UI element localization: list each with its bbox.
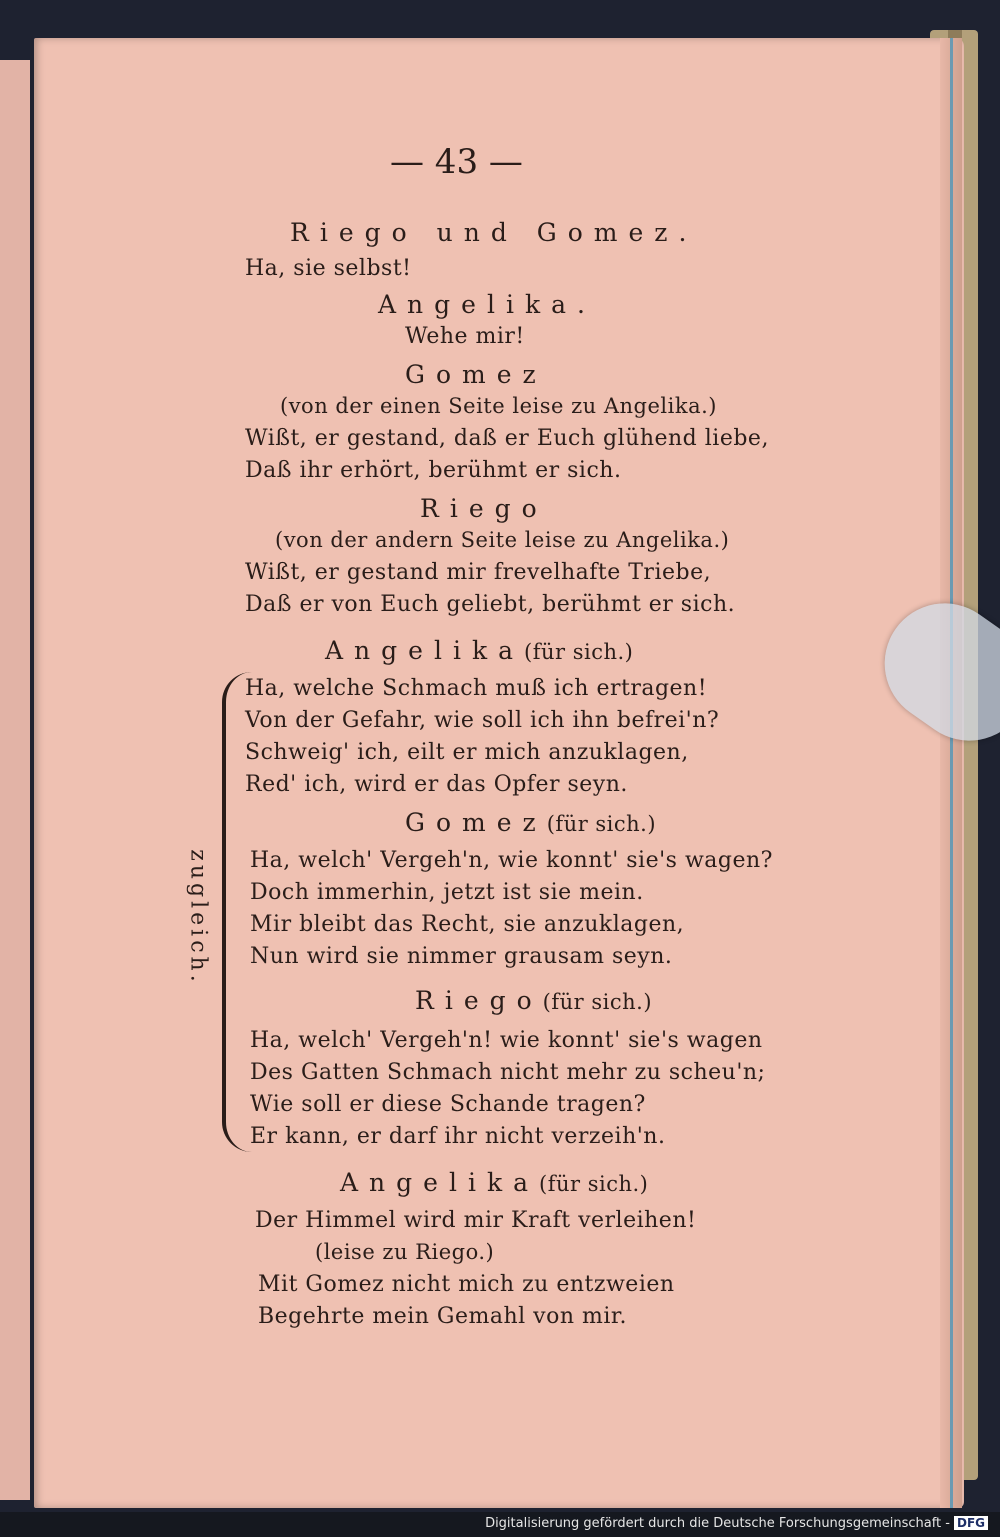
aside-direction: (für sich.)	[546, 812, 657, 836]
dfg-logo: DFG	[954, 1516, 988, 1530]
aside-direction: (für sich.)	[524, 640, 634, 664]
page-number: — 43 —	[390, 142, 523, 182]
stage-direction: (von der andern Seite leise zu Angelika.)	[275, 528, 730, 552]
verse-line: Der Himmel wird mir Kraft verleihen!	[255, 1208, 697, 1233]
verse-line: Wehe mir!	[405, 324, 525, 349]
stage-direction: (von der einen Seite leise zu Angelika.)	[280, 394, 717, 418]
verse-line: Von der Gefahr, wie soll ich ihn befrei'n?	[245, 708, 720, 733]
verse-line: Red' ich, wird er das Opfer seyn.	[245, 772, 628, 797]
verse-line: Nun wird sie nimmer grausam seyn.	[250, 944, 673, 969]
verse-line: Begehrte mein Gemahl von mir.	[258, 1304, 628, 1329]
verse-line: Schweig' ich, eilt er mich anzuklagen,	[245, 740, 689, 765]
footer-credit	[485, 1516, 988, 1531]
aside-direction: (für sich.)	[542, 990, 653, 1014]
verse-line: Er kann, er darf ihr nicht verzeih'n.	[250, 1124, 666, 1149]
verse-line: Wißt, er gestand mir frevelhafte Triebe,	[245, 560, 712, 585]
speaker-name: Gomez(für sich.)	[405, 808, 657, 837]
verse-line: Des Gatten Schmach nicht mehr zu scheu'n;	[250, 1060, 766, 1085]
verse-line: Ha, sie selbst!	[245, 256, 412, 281]
speaker-name: Riego(für sich.)	[415, 986, 653, 1015]
speaker-name: Gomez	[405, 360, 547, 389]
verse-line: Ha, welch' Vergeh'n! wie konnt' sie's wagen	[250, 1028, 763, 1053]
verse-line: Wie soll er diese Schande tragen?	[250, 1092, 646, 1117]
verse-line: Doch immerhin, jetzt ist sie mein.	[250, 880, 644, 905]
verse-line: Daß ihr erhört, berühmt er sich.	[245, 458, 622, 483]
verse-line: Mir bleibt das Recht, sie anzuklagen,	[250, 912, 685, 937]
page-edge-line	[950, 38, 953, 1508]
speaker-name: Riego und Gomez.	[290, 218, 698, 247]
speaker-name: Angelika(für sich.)	[340, 1168, 649, 1197]
aside-direction: (für sich.)	[539, 1172, 649, 1196]
verse-line: Ha, welch' Vergeh'n, wie konnt' sie's wagen?	[250, 848, 773, 873]
footer-text: Digitalisierung gefördert durch die Deutsche Forschungsgemeinschaft -	[485, 1516, 950, 1531]
simultaneous-bracket	[222, 672, 252, 1152]
speaker-name: Angelika.	[378, 290, 596, 319]
side-label: zugleich.	[185, 849, 211, 986]
verse-line: Mit Gomez nicht mich zu entzweien	[258, 1272, 675, 1297]
stage-direction: (leise zu Riego.)	[315, 1240, 495, 1264]
speaker-name: Angelika(für sich.)	[325, 636, 634, 665]
verse-line: Ha, welche Schmach muß ich ertragen!	[245, 676, 708, 701]
verse-line: Daß er von Euch geliebt, berühmt er sich.	[245, 592, 736, 617]
speaker-name: Riego	[420, 494, 548, 523]
verse-line: Wißt, er gestand, daß er Euch glühend liebe,	[245, 426, 769, 451]
left-page-edge	[0, 60, 30, 1500]
